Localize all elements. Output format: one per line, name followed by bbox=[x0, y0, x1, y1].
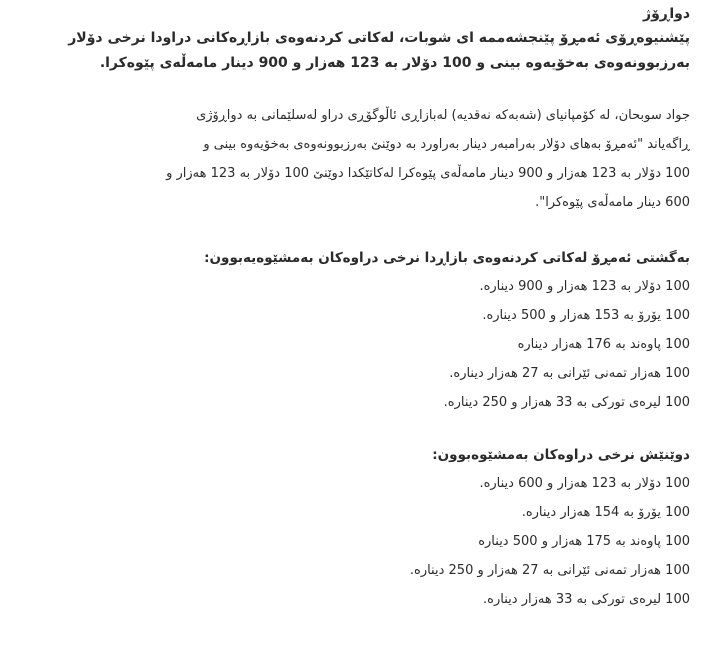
rate-item: 100 دۆلار بە 123 هەزار و 600 دینارە. bbox=[479, 476, 690, 491]
rate-item: 100 یۆرۆ بە 154 هەزار دینارە. bbox=[521, 505, 690, 520]
rate-item: 100 هەزار تمەنی ئێرانی بە 27 هەزار دینارە. bbox=[449, 366, 690, 381]
rate-item: 100 هەزار تمەنی ئێرانی بە 27 هەزار و 250 دینارە. bbox=[409, 563, 690, 578]
rate-item: 100 پاوەند بە 175 هەزار و 500 دینارە bbox=[478, 534, 690, 549]
body-line: 600 دینار مامەڵەی پێوەکرا". bbox=[535, 195, 690, 210]
rate-item: 100 لیرەی تورکی بە 33 هەزار دینارە. bbox=[483, 592, 690, 607]
body-line: جواد سوبحان، لە کۆمپانیای (شەبەکە نەقدیە) لەبازاڕی ئاڵوگۆڕی دراو لەسلێمانی بە دواڕۆژی bbox=[196, 108, 690, 123]
article-kicker: دواڕۆژ bbox=[643, 6, 690, 22]
yesterday-rates-list bbox=[14, 469, 690, 614]
rate-item: 100 دۆلار بە 123 هەزار و 900 دینارە. bbox=[479, 279, 690, 294]
yesterday-rates-heading: دوێنێش نرخی دراوەکان بەمشێوەبوون: bbox=[432, 447, 690, 463]
body-line: ڕاگەیاند "ئەمڕۆ بەهای دۆلار بەرامبەر دینار بەراورد بە دوێنێ بەرزبوونەوەی بەخۆیەوە بینی و bbox=[203, 137, 690, 152]
opening-rates-heading: بەگشتی ئەمڕۆ لەکاتی کردنەوەی بازاڕدا نرخی دراوەکان بەمشێوەیەبوون: bbox=[204, 250, 690, 266]
rate-item: 100 پاوەند بە 176 هەزار دینارە bbox=[517, 337, 690, 352]
lead-line: پێشنیوەڕۆی ئەمڕۆ پێنجشەممە ای شوبات، لەکاتی کردنەوەی بازاڕەکانی دراودا نرخی دۆلار bbox=[68, 30, 690, 46]
article-lead bbox=[14, 26, 690, 76]
rate-item: 100 یۆرۆ بە 153 هەزار و 500 دینارە. bbox=[482, 308, 690, 323]
lead-line: بەرزبوونەوەی بەخۆیەوە بینی و 100 دۆلار بە 123 هەزار و 900 دینار مامەڵەی پێوەکرا. bbox=[99, 55, 690, 71]
body-line: 100 دۆلار بە 123 هەزار و 900 دینار مامەڵەی پێوەکرا لەکاتێکدا دوێنێ 100 دۆلار بە 123 هەزار و bbox=[166, 166, 690, 181]
rate-item: 100 لیرەی تورکی بە 33 هەزار و 250 دینارە. bbox=[443, 395, 690, 410]
opening-rates-list bbox=[14, 272, 690, 417]
article-body bbox=[14, 101, 690, 217]
